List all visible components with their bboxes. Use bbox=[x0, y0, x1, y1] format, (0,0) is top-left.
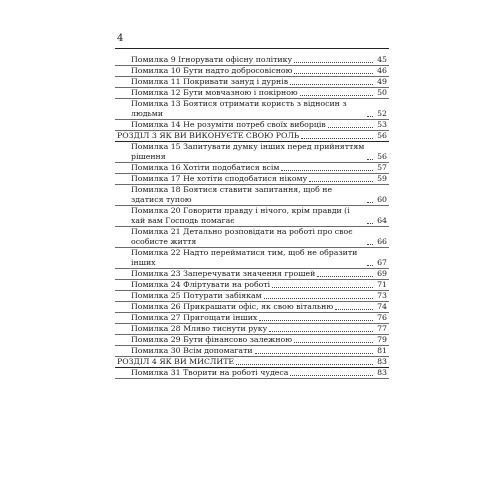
toc-entry-title: Помилка 9 Ігнорувати офісну політику bbox=[131, 55, 293, 64]
toc-entry bbox=[115, 324, 389, 335]
dot-leader bbox=[300, 94, 373, 96]
toc-entry-title: Помилка 20 Говорити правду і нічого, крім правди (і хай вам Господь помагає bbox=[131, 206, 350, 225]
toc-entry-title: РОЗДІЛ 4 ЯК ВИ МИСЛИТЕ bbox=[117, 357, 235, 366]
toc-entry bbox=[115, 174, 389, 185]
dot-leader bbox=[264, 297, 373, 299]
toc-entry bbox=[115, 99, 389, 120]
toc-entry bbox=[115, 206, 389, 227]
toc-entry-page: 46 bbox=[377, 66, 387, 75]
toc-entry-title: Помилка 17 Не хотіти сподобатися нікому bbox=[131, 174, 308, 183]
page-number: 4 bbox=[117, 33, 124, 44]
dot-leader bbox=[317, 275, 373, 277]
dot-leader bbox=[367, 222, 373, 224]
dot-leader bbox=[269, 330, 373, 332]
toc-entry bbox=[115, 346, 389, 357]
toc-entry-title: Помилка 23 Заперечувати значення грошей bbox=[131, 269, 316, 278]
toc-section-entry bbox=[115, 131, 389, 142]
toc-entry-title: Помилка 31 Творити на роботі чудеса bbox=[131, 368, 289, 377]
toc-entry-title: Помилка 26 Прикрашати офіс, як свою вітальню bbox=[131, 302, 334, 311]
toc-entry bbox=[115, 163, 389, 174]
toc-entry-page: 83 bbox=[377, 368, 387, 377]
toc-entry bbox=[115, 88, 389, 99]
toc-entry bbox=[115, 55, 389, 66]
table-of-contents bbox=[115, 55, 389, 379]
toc-entry-page: 45 bbox=[377, 55, 387, 64]
toc-entry bbox=[115, 269, 389, 280]
toc-entry-page: 52 bbox=[377, 109, 387, 118]
toc-entry-title: Помилка 16 Хотіти подобатися всім bbox=[131, 163, 280, 172]
header-rule bbox=[115, 48, 389, 49]
toc-entry-page: 67 bbox=[377, 258, 387, 267]
toc-entry-title: Помилка 15 Запитувати думку інших перед прийняттям рішення bbox=[131, 142, 365, 161]
dot-leader bbox=[236, 363, 373, 365]
toc-entry-page: 49 bbox=[377, 77, 387, 86]
dot-leader bbox=[309, 180, 373, 182]
toc-entry-page: 79 bbox=[377, 335, 387, 344]
dot-leader bbox=[294, 61, 373, 63]
dot-leader bbox=[367, 264, 373, 266]
toc-entry-title: Помилка 28 Мляво тиснути руку bbox=[131, 324, 268, 333]
toc-entry-title: Помилка 13 Боятися отримати користь з відносин з людьми bbox=[131, 99, 347, 118]
toc-entry bbox=[115, 185, 389, 206]
toc-entry-page: 56 bbox=[377, 131, 387, 140]
toc-entry bbox=[115, 302, 389, 313]
toc-entry-page: 57 bbox=[377, 163, 387, 172]
toc-entry-page: 74 bbox=[377, 302, 387, 311]
dot-leader bbox=[290, 374, 373, 376]
toc-entry-title: Помилка 27 Пригощати інших bbox=[131, 313, 258, 322]
toc-entry-page: 56 bbox=[377, 152, 387, 161]
toc-entry-title: Помилка 21 Детально розповідати на роботі про своє особисте життя bbox=[131, 227, 353, 246]
toc-entry-page: 81 bbox=[377, 346, 387, 355]
toc-entry-page: 77 bbox=[377, 324, 387, 333]
dot-leader bbox=[294, 72, 373, 74]
dot-leader bbox=[367, 115, 373, 117]
toc-entry-title: Помилка 14 Не розуміти потреб своїх виборців bbox=[131, 120, 326, 129]
toc-entry-page: 71 bbox=[377, 280, 387, 289]
dot-leader bbox=[290, 83, 373, 85]
dot-leader bbox=[367, 201, 373, 203]
dot-leader bbox=[328, 126, 373, 128]
toc-section-entry bbox=[115, 357, 389, 368]
toc-entry-page: 50 bbox=[377, 88, 387, 97]
toc-entry bbox=[115, 368, 389, 379]
toc-entry-title: Помилка 24 Фліртувати на роботі bbox=[131, 280, 271, 289]
toc-entry-title: Помилка 25 Потурати забіякам bbox=[131, 291, 262, 300]
toc-entry bbox=[115, 142, 389, 163]
toc-entry-title: Помилка 10 Бути надто добросовісною bbox=[131, 66, 293, 75]
toc-entry bbox=[115, 66, 389, 77]
dot-leader bbox=[259, 319, 373, 321]
toc-entry-page: 59 bbox=[377, 174, 387, 183]
toc-entry-page: 76 bbox=[377, 313, 387, 322]
toc-entry-title: Помилка 11 Покривати зануд і дурнів bbox=[131, 77, 289, 86]
toc-entry-page: 66 bbox=[377, 237, 387, 246]
dot-leader bbox=[272, 286, 373, 288]
dot-leader bbox=[294, 341, 373, 343]
toc-entry-title: Помилка 12 Бути мовчазною і покірною bbox=[131, 88, 298, 97]
toc-entry-page: 64 bbox=[377, 216, 387, 225]
toc-entry-title: Помилка 22 Надто перейматися тим, щоб не образити інших bbox=[131, 248, 358, 267]
toc-entry bbox=[115, 77, 389, 88]
toc-entry-title: Помилка 29 Бути фінансово залежною bbox=[131, 335, 292, 344]
toc-entry bbox=[115, 227, 389, 248]
toc-entry bbox=[115, 335, 389, 346]
dot-leader bbox=[367, 158, 373, 160]
toc-entry-page: 83 bbox=[377, 357, 387, 366]
dot-leader bbox=[367, 243, 373, 245]
toc-entry bbox=[115, 291, 389, 302]
toc-entry-title: РОЗДІЛ 3 ЯК ВИ ВИКОНУЄТЕ СВОЮ РОЛЬ bbox=[117, 131, 300, 140]
toc-entry bbox=[115, 313, 389, 324]
dot-leader bbox=[255, 352, 373, 354]
toc-entry-page: 60 bbox=[377, 195, 387, 204]
toc-entry-page: 73 bbox=[377, 291, 387, 300]
toc-entry-page: 69 bbox=[377, 269, 387, 278]
dot-leader bbox=[301, 137, 373, 139]
toc-entry bbox=[115, 280, 389, 291]
toc-entry bbox=[115, 248, 389, 269]
toc-entry-title: Помилка 30 Всім допомагати bbox=[131, 346, 253, 355]
dot-leader bbox=[281, 169, 373, 171]
toc-entry-page: 53 bbox=[377, 120, 387, 129]
toc-entry-title: Помилка 18 Боятися ставити запитання, щоб не здатися тупою bbox=[131, 185, 333, 204]
dot-leader bbox=[335, 308, 373, 310]
toc-entry bbox=[115, 120, 389, 131]
